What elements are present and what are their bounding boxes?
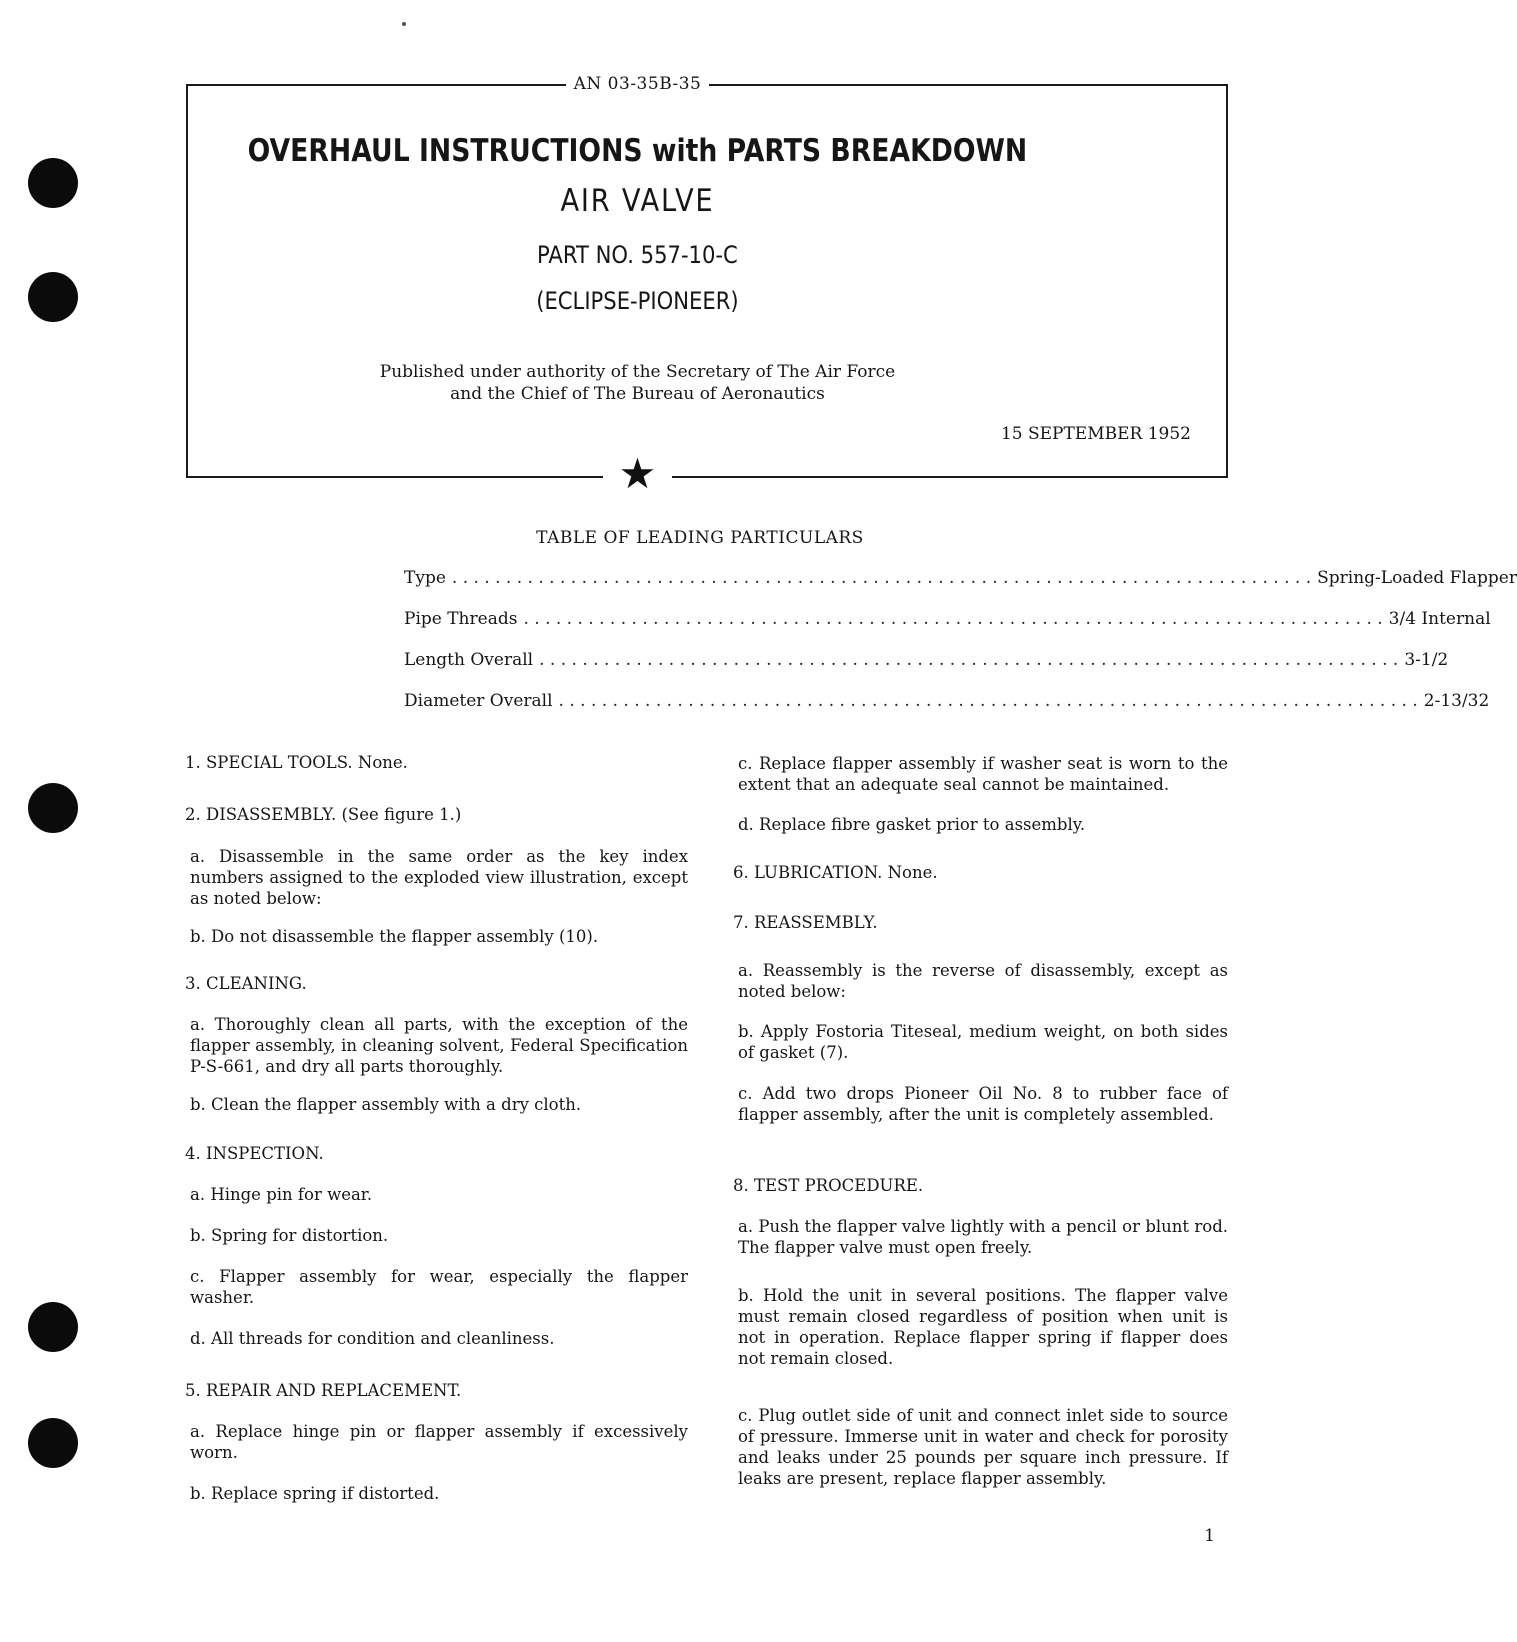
leader-dots: . . . . . . . . . . . . . . . . . . . . . . . . . . . . . . . . . . . . . . . . . . . . . . . . . . . . . . . . . . . . . . . . . . . . . . . . . . . . . . . . (523, 609, 1383, 629)
particulars-row (404, 608, 1491, 630)
paragraph: c. Add two drops Pioneer Oil No. 8 to rubber face of flapper assembly, after the unit is completely assembled. (738, 1084, 1228, 1124)
particulars-value: Spring-Loaded Flapper (1317, 568, 1517, 588)
particulars-label: Pipe Threads (404, 609, 518, 629)
section-heading: 1. SPECIAL TOOLS. None. (185, 753, 408, 772)
document-subtitle: AIR VALVE (560, 183, 715, 219)
star-icon: ★ (0, 450, 1275, 498)
punch-hole (28, 1302, 78, 1352)
paragraph: d. All threads for condition and cleanliness. (190, 1329, 555, 1348)
paragraph: a. Hinge pin for wear. (190, 1185, 373, 1204)
particulars-value: 3-1/2 (1404, 650, 1449, 670)
paragraph: c. Plug outlet side of unit and connect inlet side to source of pressure. Immerse unit in water and check for porosity and leaks under 25 pounds per square inch pressure. If leaks are present, replace flapper assembly. (738, 1406, 1228, 1488)
particulars-label: Length Overall (404, 650, 534, 670)
punch-hole (28, 158, 78, 208)
punch-hole (28, 272, 78, 322)
particulars-row (404, 649, 1449, 671)
section-heading: 4. INSPECTION. (185, 1144, 324, 1163)
leader-dots: . . . . . . . . . . . . . . . . . . . . . . . . . . . . . . . . . . . . . . . . . . . . . . . . . . . . . . . . . . . . . . . . . . . . . . . . . . . . . . . . (451, 568, 1312, 588)
paragraph: b. Spring for distortion. (190, 1226, 389, 1245)
leader-dots: . . . . . . . . . . . . . . . . . . . . . . . . . . . . . . . . . . . . . . . . . . . . . . . . . . . . . . . . . . . . . . . . . . . . . . . . . . . . . . . . (539, 650, 1399, 670)
paragraph: a. Replace hinge pin or flapper assembly if excessively worn. (190, 1422, 688, 1462)
section-heading: 2. DISASSEMBLY. (See figure 1.) (185, 805, 462, 824)
paragraph: d. Replace fibre gasket prior to assembly. (738, 815, 1086, 834)
section-heading: 3. CLEANING. (185, 974, 307, 993)
punch-hole (28, 1418, 78, 1468)
paragraph: b. Clean the flapper assembly with a dry cloth. (190, 1095, 582, 1114)
document-number: AN 03-35B-35 (0, 74, 1275, 94)
paragraph: a. Thoroughly clean all parts, with the exception of the flapper assembly, in cleaning solvent, Federal Specification P-S-661, and dry all parts thoroughly. (190, 1015, 688, 1076)
paragraph: c. Replace flapper assembly if washer seat is worn to the extent that an adequate seal cannot be maintained. (738, 754, 1228, 794)
section-heading: 5. REPAIR AND REPLACEMENT. (185, 1381, 462, 1400)
paragraph: b. Apply Fostoria Titeseal, medium weight, on both sides of gasket (7). (738, 1022, 1228, 1062)
authority-line: Published under authority of the Secretary of The Air Force (379, 362, 896, 382)
part-number: PART NO. 557-10-C (537, 241, 738, 269)
paragraph: b. Replace spring if distorted. (190, 1484, 440, 1503)
page-number: 1 (1204, 1526, 1215, 1546)
particulars-value: 2-13/32 (1423, 691, 1490, 711)
manufacturer: (ECLIPSE-PIONEER) (536, 287, 739, 315)
punch-hole (28, 783, 78, 833)
authority-line: and the Chief of The Bureau of Aeronautics (450, 384, 825, 404)
publication-authority (0, 361, 1275, 405)
particulars-row (404, 567, 1517, 589)
paragraph: c. Flapper assembly for wear, especially the flapper washer. (190, 1267, 688, 1307)
section-heading: 7. REASSEMBLY. (733, 913, 878, 932)
paragraph: a. Disassemble in the same order as the key index numbers assigned to the exploded view illustration, except as noted below: (190, 847, 688, 908)
document-title: OVERHAUL INSTRUCTIONS with PARTS BREAKDOWN (247, 133, 1028, 169)
section-heading: 6. LUBRICATION. None. (733, 863, 938, 882)
particulars-value: 3/4 Internal (1388, 609, 1491, 629)
particulars-row (404, 690, 1490, 712)
leader-dots: . . . . . . . . . . . . . . . . . . . . . . . . . . . . . . . . . . . . . . . . . . . . . . . . . . . . . . . . . . . . . . . . . . . . . . . . . . . . . . . . (558, 691, 1418, 711)
publication-date: 15 SEPTEMBER 1952 (1000, 424, 1191, 444)
paragraph: b. Do not disassemble the flapper assembly (10). (190, 927, 599, 946)
particulars-title: TABLE OF LEADING PARTICULARS (536, 528, 864, 548)
particulars-label: Type (404, 568, 446, 588)
paragraph: a. Push the flapper valve lightly with a pencil or blunt rod. The flapper valve must open freely. (738, 1217, 1228, 1257)
paragraph: b. Hold the unit in several positions. The flapper valve must remain closed regardless of position when unit is not in operation. Replace flapper spring if flapper does not remain closed. (738, 1286, 1228, 1368)
scan-speck (402, 22, 406, 26)
particulars-label: Diameter Overall (404, 691, 553, 711)
paragraph: a. Reassembly is the reverse of disassembly, except as noted below: (738, 961, 1228, 1001)
section-heading: 8. TEST PROCEDURE. (733, 1176, 924, 1195)
